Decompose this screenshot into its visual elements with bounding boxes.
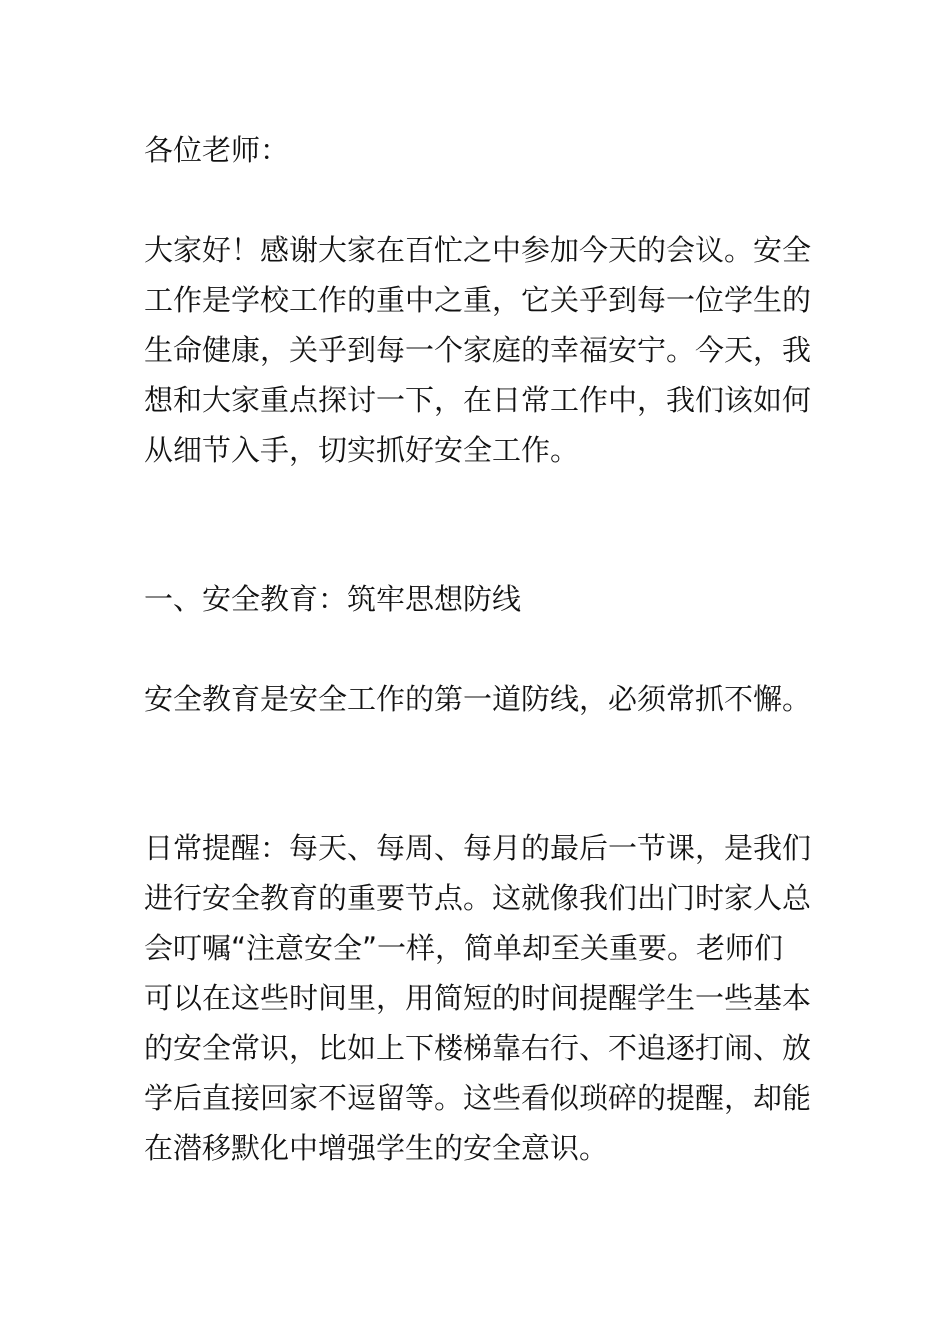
intro-paragraph xyxy=(144,225,810,475)
daily-reminder-line: 日常提醒：每天、每周、每月的最后一节课，是我们 xyxy=(144,831,812,865)
daily-reminder-line: 会叮嘱“注意安全”一样，简单却至关重要。老师们 xyxy=(144,931,784,965)
daily-reminder-line: 在潜移默化中增强学生的安全意识。 xyxy=(144,1131,609,1165)
daily-reminder-line: 进行安全教育的重要节点。这就像我们出门时家人总 xyxy=(144,881,812,915)
section-lead-paragraph xyxy=(144,674,810,724)
section-heading-text: 一、安全教育：筑牢思想防线 xyxy=(144,582,522,616)
daily-reminder-line: 可以在这些时间里，用简短的时间提醒学生一些基本 xyxy=(144,981,812,1015)
section-heading xyxy=(144,574,810,624)
salutation xyxy=(144,125,810,175)
intro-line: 想和大家重点探讨一下，在日常工作中，我们该如何 xyxy=(144,383,812,417)
daily-reminder-line: 学后直接回家不逗留等。这些看似琐碎的提醒，却能 xyxy=(144,1081,812,1115)
section-lead-text: 安全教育是安全工作的第一道防线，必须常抓不懈。 xyxy=(144,682,812,716)
intro-line: 从细节入手，切实抓好安全工作。 xyxy=(144,433,580,467)
daily-reminder-paragraph xyxy=(144,823,810,1173)
daily-reminder-line: 的安全常识，比如上下楼梯靠右行、不追逐打闹、放 xyxy=(144,1031,812,1065)
intro-line: 工作是学校工作的重中之重，它关乎到每一位学生的 xyxy=(144,283,812,317)
intro-line: 生命健康，关乎到每一个家庭的幸福安宁。今天，我 xyxy=(144,333,812,367)
intro-line: 大家好！感谢大家在百忙之中参加今天的会议。安全 xyxy=(144,233,812,267)
salutation-text: 各位老师： xyxy=(144,133,290,167)
